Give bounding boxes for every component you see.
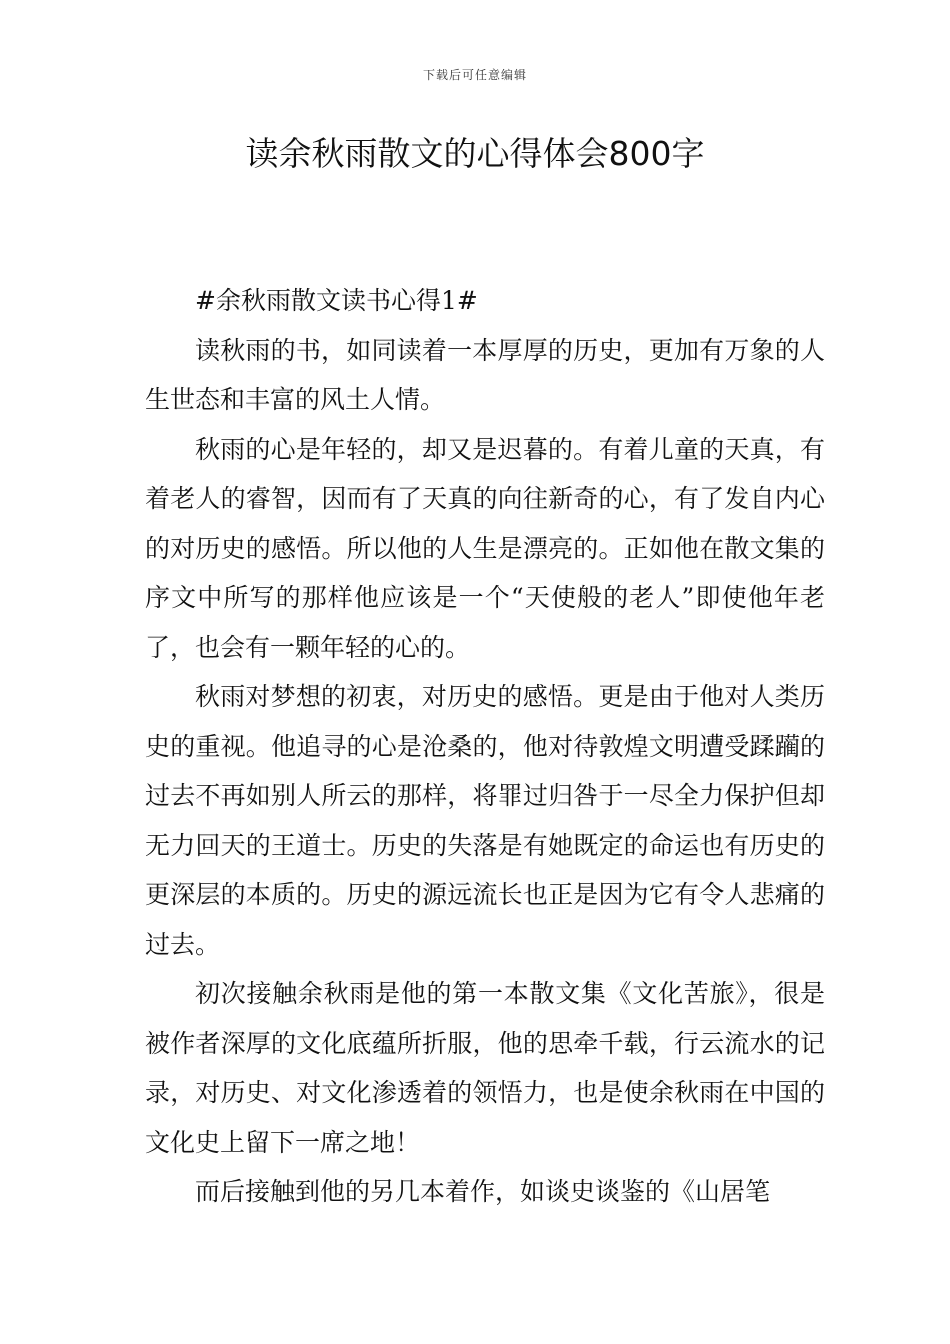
paragraph: 而后接触到他的另几本着作，如谈史谈鉴的《山居笔: [195, 1177, 771, 1206]
document-title: 读余秋雨散文的心得体会800字: [245, 134, 705, 173]
paragraph: 读秋雨的书，如同读着一本厚厚的历史，更加有万象的人生世态和丰富的风土人情。: [145, 335, 825, 414]
header-note: 下载后可任意编辑: [422, 68, 527, 82]
section-heading: #余秋雨散文读书心得1#: [195, 286, 478, 315]
paragraph: 秋雨的心是年轻的，却又是迟暮的。有着儿童的天真，有着老人的睿智，因而有了天真的向往新奇的心，有了发自内心的对历史的感悟。所以他的人生是漂亮的。正如他在散文集的序文中所写的那样他应该是一个“天使般的老人”即使他年老了，也会有一颗年轻的心的。: [145, 434, 825, 662]
document-body: [145, 276, 825, 1217]
paragraph: 初次接触余秋雨是他的第一本散文集《文化苦旅》，很是被作者深厚的文化底蕴所折服，他的思牵千载，行云流水的记录，对历史、对文化渗透着的领悟力，也是使余秋雨在中国的文化史上留下一席之地！: [145, 979, 825, 1157]
paragraph: 秋雨对梦想的初衷，对历史的感悟。更是由于他对人类历史的重视。他追寻的心是沧桑的，他对待敦煌文明遭受蹂躏的过去不再如别人所云的那样，将罪过归咎于一尽全力保护但却无力回天的王道士。历史的失落是有她既定的命运也有历史的更深层的本质的。历史的源远流长也正是因为它有令人悲痛的过去。: [145, 682, 825, 959]
